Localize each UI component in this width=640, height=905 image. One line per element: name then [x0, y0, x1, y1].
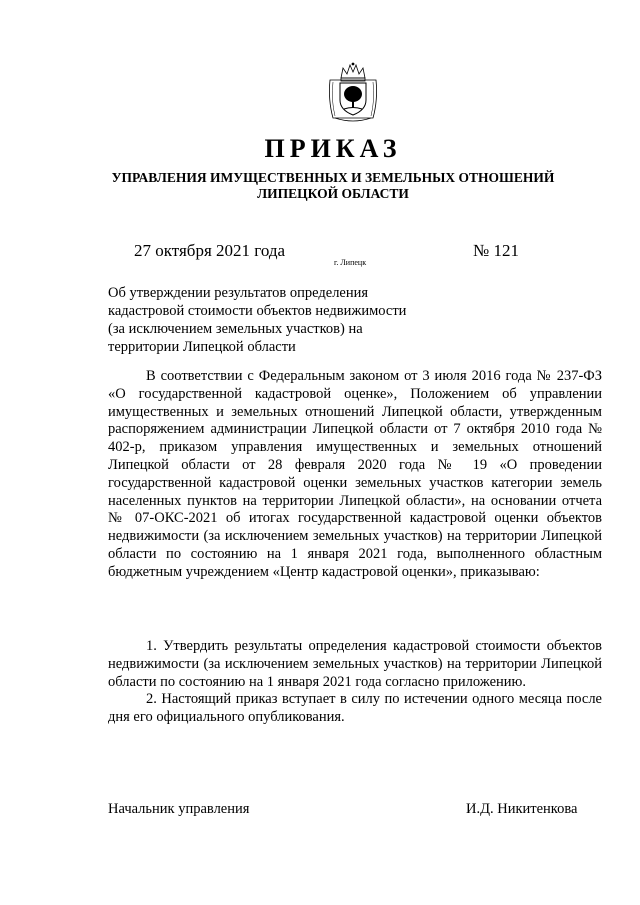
subject-line: Об утверждении результатов определения — [108, 285, 369, 301]
coat-of-arms-icon — [327, 60, 379, 124]
order-item-2: 2. Настоящий приказ вступает в силу по истечении одного месяца после дня его официального опубликования. — [108, 691, 602, 726]
order-number: № 121 — [473, 241, 519, 260]
order-preamble — [108, 368, 602, 582]
order-date: 27 октября 2021 года — [134, 241, 286, 260]
department-line: ЛИПЕЦКОЙ ОБЛАСТИ — [257, 186, 409, 201]
department-line: УПРАВЛЕНИЯ ИМУЩЕСТВЕННЫХ И ЗЕМЕЛЬНЫХ ОТНОШЕНИЙ — [111, 170, 555, 185]
document-title: ПРИКАЗ — [264, 134, 402, 163]
signatory-position: Начальник управления — [108, 801, 250, 817]
subject-line: (за исключением земельных участков) на — [108, 321, 363, 337]
subject-line: кадастровой стоимости объектов недвижимости — [108, 303, 407, 319]
order-items — [108, 638, 602, 727]
issuing-department — [0, 170, 640, 202]
order-subject — [108, 284, 438, 356]
order-city: г. Липецк — [334, 258, 367, 267]
order-item-1: 1. Утвердить результаты определения кадастровой стоимости объектов недвижимости (за исключением земельных участков) на территории Липецкой области по состоянию на 1 января 2021 года согласно приложению. — [108, 638, 602, 690]
signatory-name: И.Д. Никитенкова — [466, 801, 578, 817]
preamble-paragraph: В соответствии с Федеральным законом от 3 июля 2016 года № 237-ФЗ «О государственной кадастровой оценке», Положением об управлении имущественных и земельных отношений Липецкой области, утвержденным распоряжением администрации Липецкой области от 7 октября 2010 года № 402-р, приказом управления имущественных и земельных отношений Липецкой области от 28 февраля 2020 года № 19 «О проведении государственной кадастровой оценки земельных участков категории земель населенных пунктов на территории Липецкой области», на основании отчета № 07-ОКС-2021 об итогах государственной кадастровой оценки объектов недвижимости (за исключением земельных участков) на территории Липецкой области по состоянию на 1 января 2021 года, выполненного областным бюджетным учреждением «Центр кадастровой оценки», приказываю: — [108, 368, 602, 580]
subject-line: территории Липецкой области — [108, 339, 296, 355]
